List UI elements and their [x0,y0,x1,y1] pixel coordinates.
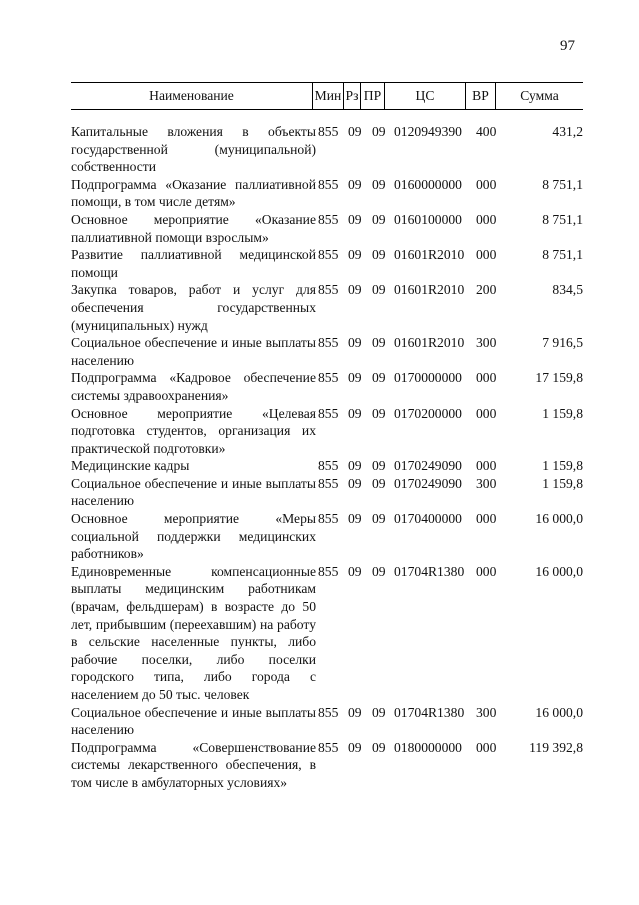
cell-min: 855 [318,247,339,263]
cell-sum: 1 159,8 [542,475,583,491]
table-row [71,457,583,475]
cell-pr: 09 [372,563,386,579]
cell-vr: 000 [476,370,497,386]
cell-min: 855 [318,511,339,527]
cell-rz: 09 [348,124,362,139]
cell-vr: 000 [476,247,497,263]
cell-cs: 01601R2010 [394,282,465,298]
cell-sum: 7 916,5 [542,335,583,351]
cell-sum: 119 392,8 [529,739,583,755]
table-row [71,334,583,369]
cell-cs: 01704R1380 [394,704,465,720]
cell-vr: 000 [476,405,497,421]
cell-min: 855 [318,124,339,139]
table-row [71,246,583,281]
cell-min: 855 [318,282,339,298]
cell-name: Развитие паллиативной медицинской помощи [71,247,316,280]
cell-cs: 0170200000 [394,405,462,421]
cell-name: Социальное обеспечение и иные выплаты населению [71,704,316,738]
cell-pr: 09 [372,176,386,192]
cell-vr: 400 [476,124,497,139]
table-row [71,739,583,792]
cell-cs: 0170400000 [394,511,462,527]
cell-name: Основное мероприятие «Целевая подготовка студентов, организация их практической подготовки» [71,405,316,456]
table-body [71,123,583,792]
cell-name: Закупка товаров, работ и услуг для обеспечения государственных (муниципальных) нужд [71,282,316,333]
cell-pr: 09 [372,511,386,527]
table-row [71,123,583,176]
header-vr: ВР [465,83,495,109]
header-cs: ЦС [384,83,465,109]
cell-name: Подпрограмма «Совершенствование системы лекарственного обеспечения, в том числе в амбулаторных условиях» [71,739,316,790]
cell-pr: 09 [372,405,386,421]
cell-pr: 09 [372,739,386,755]
cell-sum: 1 159,8 [542,405,583,421]
cell-pr: 09 [372,458,386,474]
cell-pr: 09 [372,211,386,227]
cell-cs: 0180000000 [394,739,462,755]
table-row [71,475,583,510]
cell-min: 855 [318,176,339,192]
cell-sum: 8 751,1 [542,247,583,263]
cell-rz: 09 [348,563,362,579]
cell-pr: 09 [372,475,386,491]
cell-vr: 000 [476,739,497,755]
cell-vr: 300 [476,475,497,491]
cell-cs: 0170000000 [394,370,462,386]
cell-vr: 000 [476,211,497,227]
cell-min: 855 [318,211,339,227]
cell-rz: 09 [348,247,362,263]
table-row [71,369,583,404]
cell-name: Социальное обеспечение и иные выплаты населению [71,475,316,509]
cell-pr: 09 [372,247,386,263]
table-row [71,211,583,246]
cell-sum: 16 000,0 [535,511,583,527]
cell-name: Медицинские кадры [71,458,190,474]
cell-min: 855 [318,335,339,351]
cell-rz: 09 [348,335,362,351]
cell-min: 855 [318,563,339,579]
cell-cs: 01704R1380 [394,563,465,579]
cell-min: 855 [318,370,339,386]
table-header [71,82,583,110]
cell-name: Основное мероприятие «Меры социальной поддержки медицинских работников» [71,511,316,562]
cell-cs: 0160100000 [394,211,462,227]
table-row [71,405,583,458]
cell-sum: 1 159,8 [542,458,583,474]
cell-rz: 09 [348,282,362,298]
cell-min: 855 [318,458,339,474]
page-number: 97 [560,38,575,54]
cell-pr: 09 [372,335,386,351]
header-min: Мин [312,83,343,109]
cell-name: Капитальные вложения в объекты государственной (муниципальной) собственности [71,124,316,175]
cell-cs: 0120949390 [394,124,462,139]
cell-vr: 000 [476,563,497,579]
cell-rz: 09 [348,211,362,227]
cell-rz: 09 [348,739,362,755]
table-row [71,704,583,739]
cell-cs: 0160000000 [394,176,462,192]
cell-sum: 8 751,1 [542,211,583,227]
cell-rz: 09 [348,370,362,386]
cell-rz: 09 [348,458,362,474]
cell-cs: 0170249090 [394,475,462,491]
table-row [71,176,583,211]
cell-vr: 300 [476,704,497,720]
cell-sum: 431,2 [552,124,583,139]
budget-table [71,82,583,792]
cell-pr: 09 [372,124,386,139]
cell-vr: 300 [476,335,497,351]
cell-vr: 000 [476,458,497,474]
header-rz: Рз [343,83,360,109]
cell-vr: 000 [476,176,497,192]
cell-rz: 09 [348,511,362,527]
cell-sum: 8 751,1 [542,176,583,192]
header-pr: ПР [360,83,384,109]
header-sum: Сумма [495,83,583,109]
cell-min: 855 [318,739,339,755]
header-name: Наименование [149,88,234,103]
cell-rz: 09 [348,405,362,421]
cell-pr: 09 [372,704,386,720]
cell-sum: 16 000,0 [535,563,583,579]
cell-name: Подпрограмма «Оказание паллиативной помощи, в том числе детям» [71,176,316,210]
cell-vr: 000 [476,511,497,527]
cell-name: Основное мероприятие «Оказание паллиативной помощи взрослым» [71,211,316,245]
cell-rz: 09 [348,704,362,720]
cell-min: 855 [318,704,339,720]
cell-cs: 01601R2010 [394,247,465,263]
cell-name: Подпрограмма «Кадровое обеспечение системы здравоохранения» [71,370,316,403]
cell-cs: 0170249090 [394,458,462,474]
cell-pr: 09 [372,370,386,386]
cell-name: Единовременные компенсационные выплаты медицинским работникам (врачам, фельдшерам) в возрасте до 50 лет, прибывшим (переехавшим) на работу в сельские населенные пункты, либо рабочие поселки, либо поселки городского типа, либо города с населением до 50 тыс. человек [71,563,316,702]
cell-vr: 200 [476,282,497,298]
cell-sum: 17 159,8 [535,370,583,386]
cell-rz: 09 [348,475,362,491]
table-row [71,281,583,334]
cell-min: 855 [318,475,339,491]
table-row [71,563,583,704]
cell-sum: 834,5 [552,282,583,298]
cell-name: Социальное обеспечение и иные выплаты населению [71,335,316,368]
cell-cs: 01601R2010 [394,335,465,351]
table-row [71,510,583,563]
cell-min: 855 [318,405,339,421]
cell-rz: 09 [348,176,362,192]
cell-sum: 16 000,0 [535,704,583,720]
cell-pr: 09 [372,282,386,298]
